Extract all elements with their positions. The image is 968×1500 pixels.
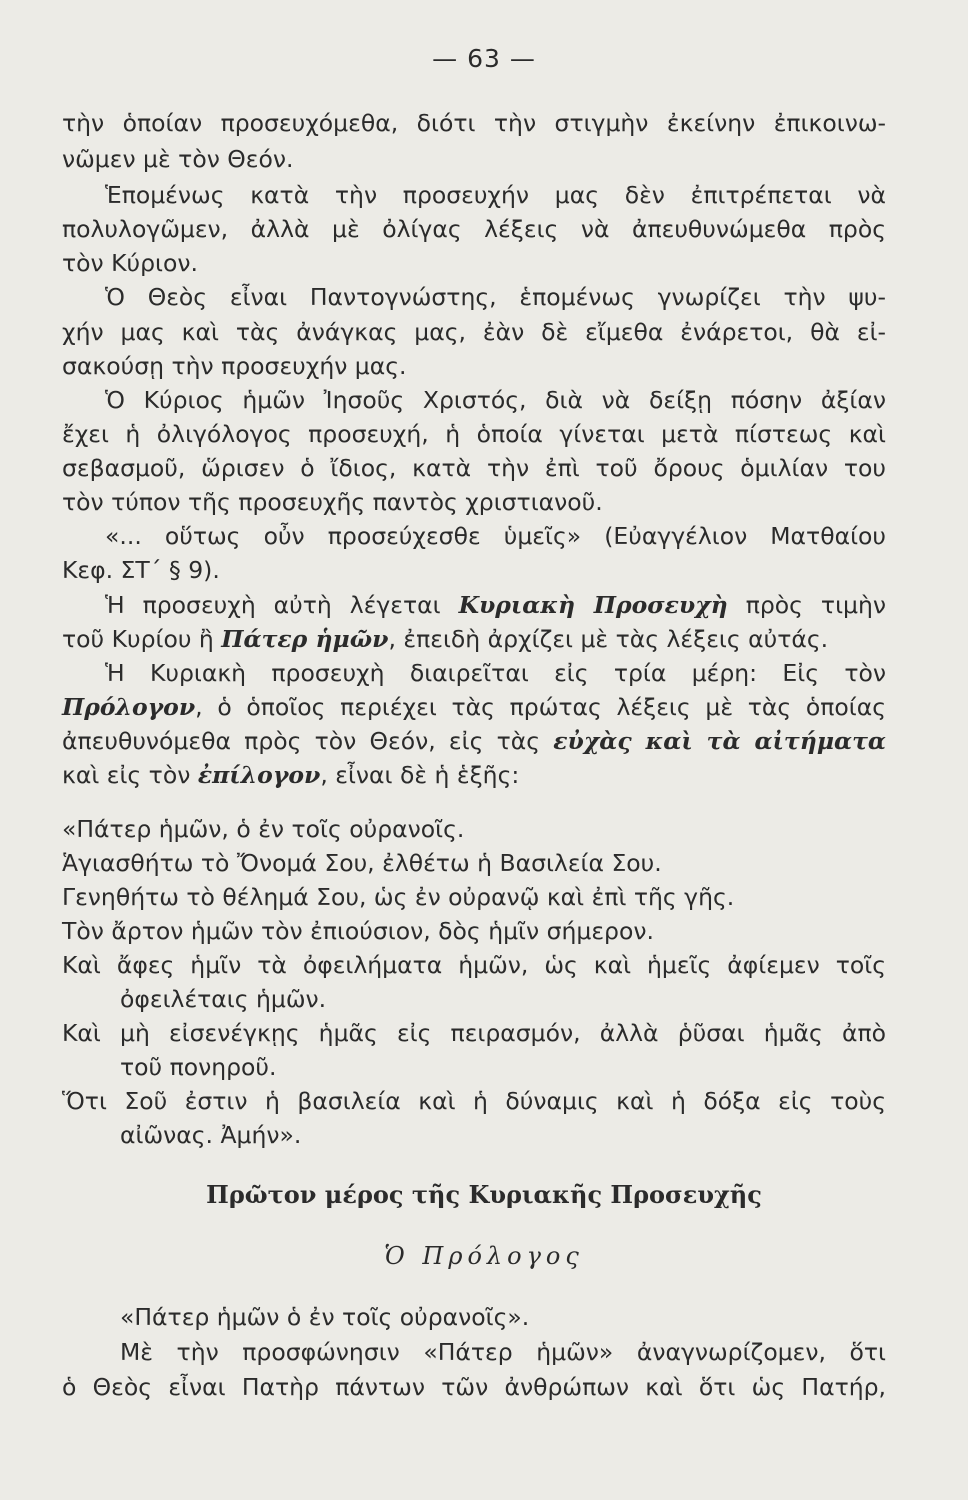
text-line: νῶμεν μὲ τὸν Θεόν. <box>62 145 294 173</box>
text-line: χήν μας καὶ τὰς ἀνάγκας μας, ἐὰν δὲ εἴμεθα ἐνάρετοι, θὰ εἰ- <box>62 318 886 346</box>
emphasis-euches-aitimata: εὐχὰς καὶ τὰ αἰτήματα <box>553 727 887 755</box>
prayer-line: Καὶ μὴ εἰσενέγκῃς ἡμᾶς εἰς πειρασμόν, ἀλλὰ ῥῦσαι ἡμᾶς ἀπὸ <box>62 1019 886 1047</box>
text-run: , εἶναι δὲ ἡ ἑξῆς: <box>320 761 520 789</box>
text-run: Ἡ προσευχὴ αὐτὴ λέγεται <box>105 591 459 619</box>
text-line <box>62 726 886 756</box>
prayer-line: Ὅτι Σοῦ ἐστιν ἡ βασιλεία καὶ ἡ δύναμις καὶ ἡ δόξα εἰς τοὺς <box>62 1087 886 1115</box>
text-line <box>62 692 886 722</box>
emphasis-prologos: Πρόλογον <box>62 693 196 721</box>
text-line <box>62 624 886 654</box>
text-run: ἀπευθυνόμεθα πρὸς τὸν Θεόν, εἰς τὰς <box>62 727 554 755</box>
emphasis-pater-imon: Πάτερ ἡμῶν <box>221 625 389 653</box>
text-run: , ἐπειδὴ ἀρχίζει μὲ τὰς λέξεις αὐτάς. <box>388 625 829 653</box>
text-line: τὸν Κύριον. <box>62 249 198 277</box>
section-subheading: Ὁ Πρόλογος <box>384 1242 584 1270</box>
emphasis-epilogos: ἐπίλογον <box>197 761 321 789</box>
text-line: «... οὕτως οὖν προσεύχεσθε ὑμεῖς» (Εὐαγγέλιον Ματθαίου <box>105 522 886 550</box>
text-line: Ὁ Κύριος ἡμῶν Ἰησοῦς Χριστός, διὰ νὰ δείξῃ πόσην ἀξίαν <box>105 386 886 414</box>
prayer-line: Καὶ ἄφες ἡμῖν τὰ ὀφειλήματα ἡμῶν, ὡς καὶ ἡμεῖς ἀφίεμεν τοῖς <box>62 951 886 979</box>
text-line: Ἡ Κυριακὴ προσευχὴ διαιρεῖται εἰς τρία μέρη: Εἰς τὸν <box>105 659 886 687</box>
prayer-line: αἰῶνας. Ἀμήν». <box>120 1121 302 1149</box>
text-line: σεβασμοῦ, ὥρισεν ὁ ἴδιος, κατὰ τὴν ἐπὶ τοῦ ὄρους ὁμιλίαν του <box>62 454 886 482</box>
text-line: τὸν τύπον τῆς προσευχῆς παντὸς χριστιανοῦ. <box>62 488 603 516</box>
prayer-line: Τὸν ἄρτον ἡμῶν τὸν ἐπιούσιον, δὸς ἡμῖν σήμερον. <box>62 917 654 945</box>
text-line: τὴν ὁποίαν προσευχόμεθα, διότι τὴν στιγμὴν ἐκείνην ἐπικοινω- <box>62 109 886 137</box>
text-run: , ὁ ὁποῖος περιέχει τὰς πρώτας λέξεις μὲ τὰς ὁποίας <box>195 693 886 721</box>
text-line: Ὁ Θεὸς εἶναι Παντογνώστης, ἑπομένως γνωρίζει τὴν ψυ- <box>105 283 886 311</box>
prayer-line: Ἁγιασθήτω τὸ Ὄνομά Σου, ἐλθέτω ἡ Βασιλεία Σου. <box>62 849 662 877</box>
text-line: Ἑπομένως κατὰ τὴν προσευχήν μας δὲν ἐπιτρέπεται νὰ <box>105 181 886 209</box>
page-number: — 63 — <box>432 44 536 73</box>
text-run: καὶ εἰς τὸν <box>62 761 198 789</box>
text-line: «Πάτερ ἡμῶν ὁ ἐν τοῖς οὐρανοῖς». <box>120 1303 530 1331</box>
text-line <box>105 590 886 620</box>
emphasis-kyriaki-proseuchi: Κυριακὴ Προσευχὴ <box>458 591 728 619</box>
text-line: Κεφ. ΣΤ΄ § 9). <box>62 556 220 584</box>
section-heading: Πρῶτον μέρος τῆς Κυριακῆς Προσευχῆς <box>206 1180 762 1209</box>
text-line: πολυλογῶμεν, ἀλλὰ μὲ ὀλίγας λέξεις νὰ ἀπευθυνώμεθα πρὸς <box>62 215 886 243</box>
text-line <box>62 760 886 790</box>
text-line: σακούσῃ τὴν προσευχήν μας. <box>62 352 407 380</box>
prayer-line: τοῦ πονηροῦ. <box>120 1053 277 1081</box>
prayer-line: Γενηθήτω τὸ θέλημά Σου, ὡς ἐν οὐρανῷ καὶ ἐπὶ τῆς γῆς. <box>62 883 735 911</box>
prayer-line: ὀφειλέταις ἡμῶν. <box>120 985 327 1013</box>
text-line: ὁ Θεὸς εἶναι Πατὴρ πάντων τῶν ἀνθρώπων καὶ ὅτι ὡς Πατήρ, <box>62 1373 886 1401</box>
text-line: ἔχει ἡ ὀλιγόλογος προσευχή, ἡ ὁποία γίνεται μετὰ πίστεως καὶ <box>62 420 886 448</box>
prayer-line: «Πάτερ ἡμῶν, ὁ ἐν τοῖς οὐρανοῖς. <box>62 815 465 843</box>
text-line: Μὲ τὴν προσφώνησιν «Πάτερ ἡμῶν» ἀναγνωρίζομεν, ὅτι <box>120 1338 886 1366</box>
text-run: πρὸς τιμὴν <box>727 591 887 619</box>
text-run: τοῦ Κυρίου ἢ <box>62 625 222 653</box>
